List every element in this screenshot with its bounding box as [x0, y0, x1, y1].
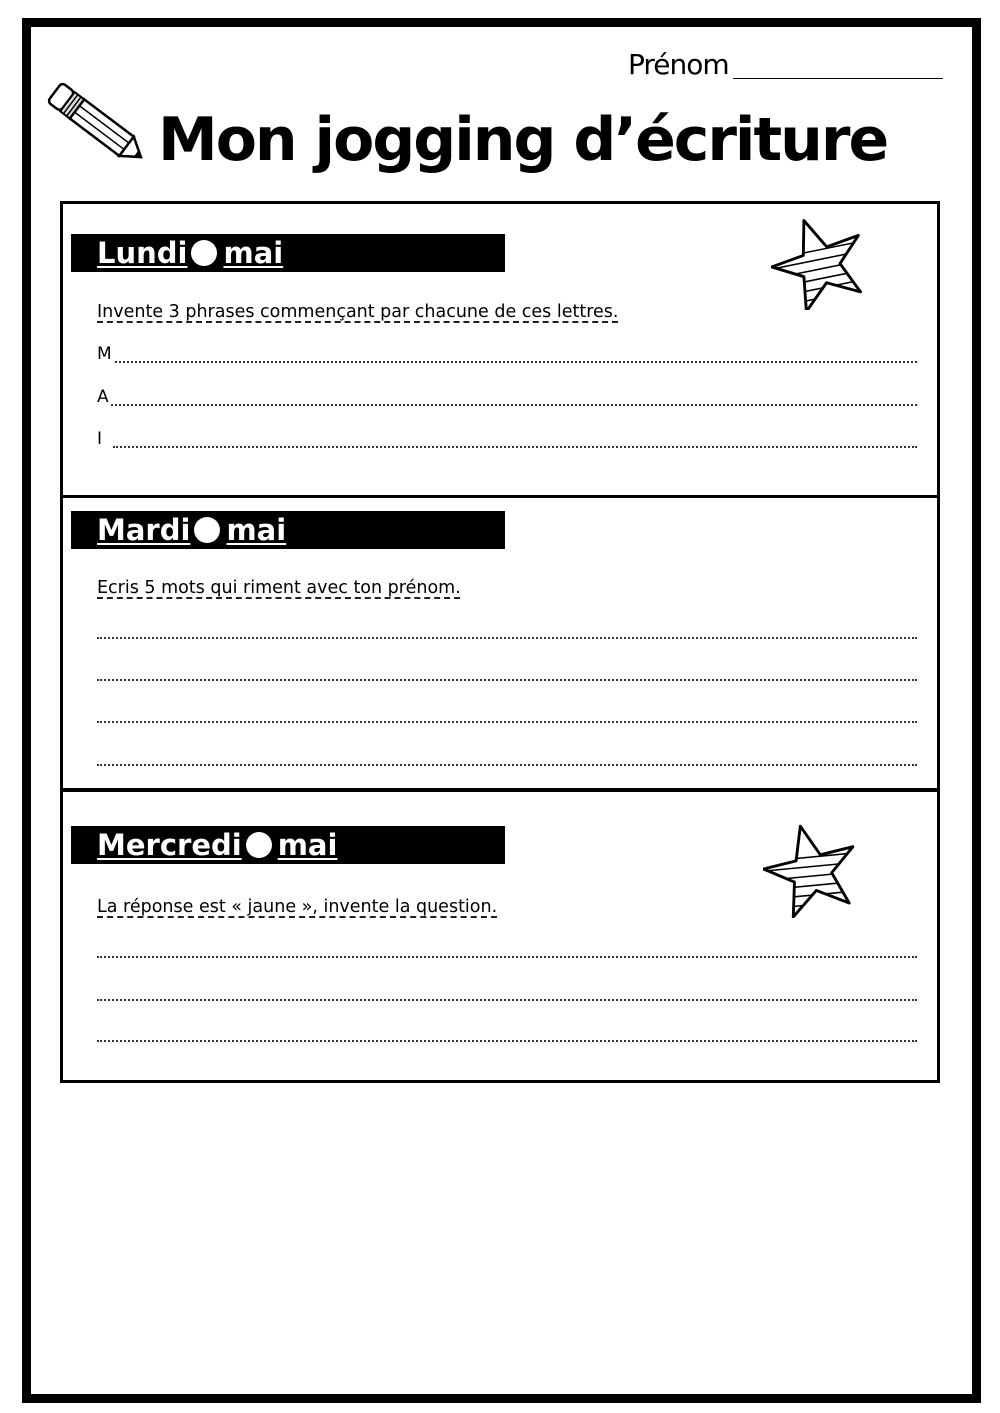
day-name: Mardi [97, 513, 191, 547]
day-section-mercredi [60, 789, 940, 1083]
month-name: mai [226, 513, 287, 547]
writing-line[interactable] [97, 706, 917, 726]
instruction-text: Ecris 5 mots qui riment avec ton prénom. [97, 578, 461, 598]
writing-line[interactable] [97, 1025, 917, 1045]
pencil-icon [38, 78, 156, 170]
month-name: mai [277, 828, 338, 862]
writing-line[interactable] [97, 346, 917, 366]
instruction-text: Invente 3 phrases commençant par chacune de ces lettres. [97, 302, 619, 322]
prenom-label: Prénom [628, 48, 729, 81]
day-section-mardi [60, 494, 940, 791]
month-name: mai [223, 236, 284, 270]
line-letter: M [97, 344, 112, 364]
writing-line[interactable] [97, 941, 917, 961]
day-header-lundi [71, 234, 505, 272]
date-blank-dot [191, 240, 217, 266]
date-blank-dot [194, 517, 220, 543]
day-name: Mercredi [97, 828, 242, 862]
day-header-mardi [71, 511, 505, 549]
line-letter: A [97, 387, 109, 407]
instruction-text: La réponse est « jaune », invente la question. [97, 897, 498, 917]
writing-line[interactable] [97, 984, 917, 1004]
writing-line[interactable] [97, 389, 917, 409]
writing-line[interactable] [97, 622, 917, 642]
day-name: Lundi [97, 236, 188, 270]
day-section-lundi [60, 201, 940, 498]
page-title: Mon jogging d’écriture [158, 105, 888, 175]
star-icon [763, 820, 859, 918]
prenom-field[interactable] [733, 78, 943, 79]
writing-line[interactable] [97, 431, 917, 451]
day-header-mercredi [71, 826, 505, 864]
writing-line[interactable] [97, 749, 917, 769]
line-letter: I [97, 429, 103, 449]
date-blank-dot [246, 832, 272, 858]
writing-line[interactable] [97, 664, 917, 684]
star-icon [771, 214, 867, 310]
